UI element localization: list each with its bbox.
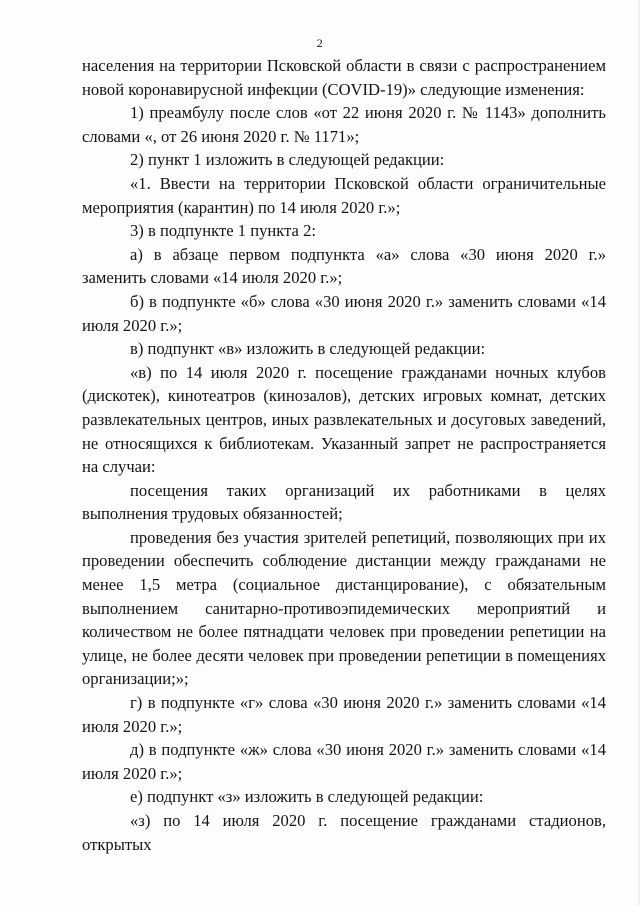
paragraph-subitem-v-text: «в) по 14 июля 2020 г. посещение гражданами ночных клубов (дискотек), кинотеатров (кинозалов), детских игровых комнат, детских развлекательных центров, иных развлекательных и досуговых заведений, не относящихся к библиотекам. Указанный запрет не распространяется на случаи: (82, 362, 606, 477)
paragraph-subitem-z-text: «з) по 14 июля 2020 г. посещение гражданами стадионов, открытых (82, 811, 606, 854)
paragraph-subitem-g: г) в подпункте «г» слова «30 июня 2020 г.» заменить словами «14 июля 2020 г.»; (82, 693, 606, 736)
paragraph-continuation: населения на территории Псковской области в связи с распространением новой коронавирусной инфекции (COVID-19)» следующие изменения: (82, 56, 606, 99)
page-number: 2 (316, 36, 324, 50)
paragraph-subitem-e: е) подпункт «з» изложить в следующей редакции: (130, 787, 484, 807)
paragraph-subitem-v: в) подпункт «в» изложить в следующей редакции: (130, 339, 486, 359)
paragraph-exception-rehearsals: проведения без участия зрителей репетиций, позволяющих при их проведении обеспечить соблюдение дистанции между гражданами не менее 1,5 метра (социальное дистанцирование), с обязательным выполнением санитарно-противоэпидемических мероприятий и количеством не более пятнадцати человек при проведении репетиции на улице, не более десяти человек при проведении репетиции в помещениях организации;»; (82, 527, 606, 689)
paragraph-amendment-2: 2) пункт 1 изложить в следующей редакции: (130, 150, 445, 170)
paragraph-exception-workers: посещения таких организаций их работниками в целях выполнения трудовых обязанностей; (82, 480, 606, 524)
paragraph-subitem-b: б) в подпункте «б» слова «30 июня 2020 г.» заменить словами «14 июля 2020 г.»; (82, 291, 606, 335)
paragraph-amendment-1: 1) преамбулу после слов «от 22 июня 2020 г. № 1143» дополнить словами «, от 26 июня 2020 г. № 1171»; (82, 103, 606, 146)
paragraph-subitem-d: д) в подпункте «ж» слова «30 июня 2020 г.» заменить словами «14 июля 2020 г.»; (82, 740, 606, 783)
paragraph-quarantine-clause: «1. Ввести на территории Псковской области ограничительные мероприятия (карантин) по 14 июля 2020 г.»; (82, 173, 606, 217)
document-body (82, 54, 606, 856)
paragraph-amendment-3: 3) в подпункте 1 пункта 2: (130, 221, 316, 241)
paragraph-subitem-a: а) в абзаце первом подпункта «а» слова «30 июня 2020 г.» заменить словами «14 июля 2020 г.»; (82, 244, 606, 288)
